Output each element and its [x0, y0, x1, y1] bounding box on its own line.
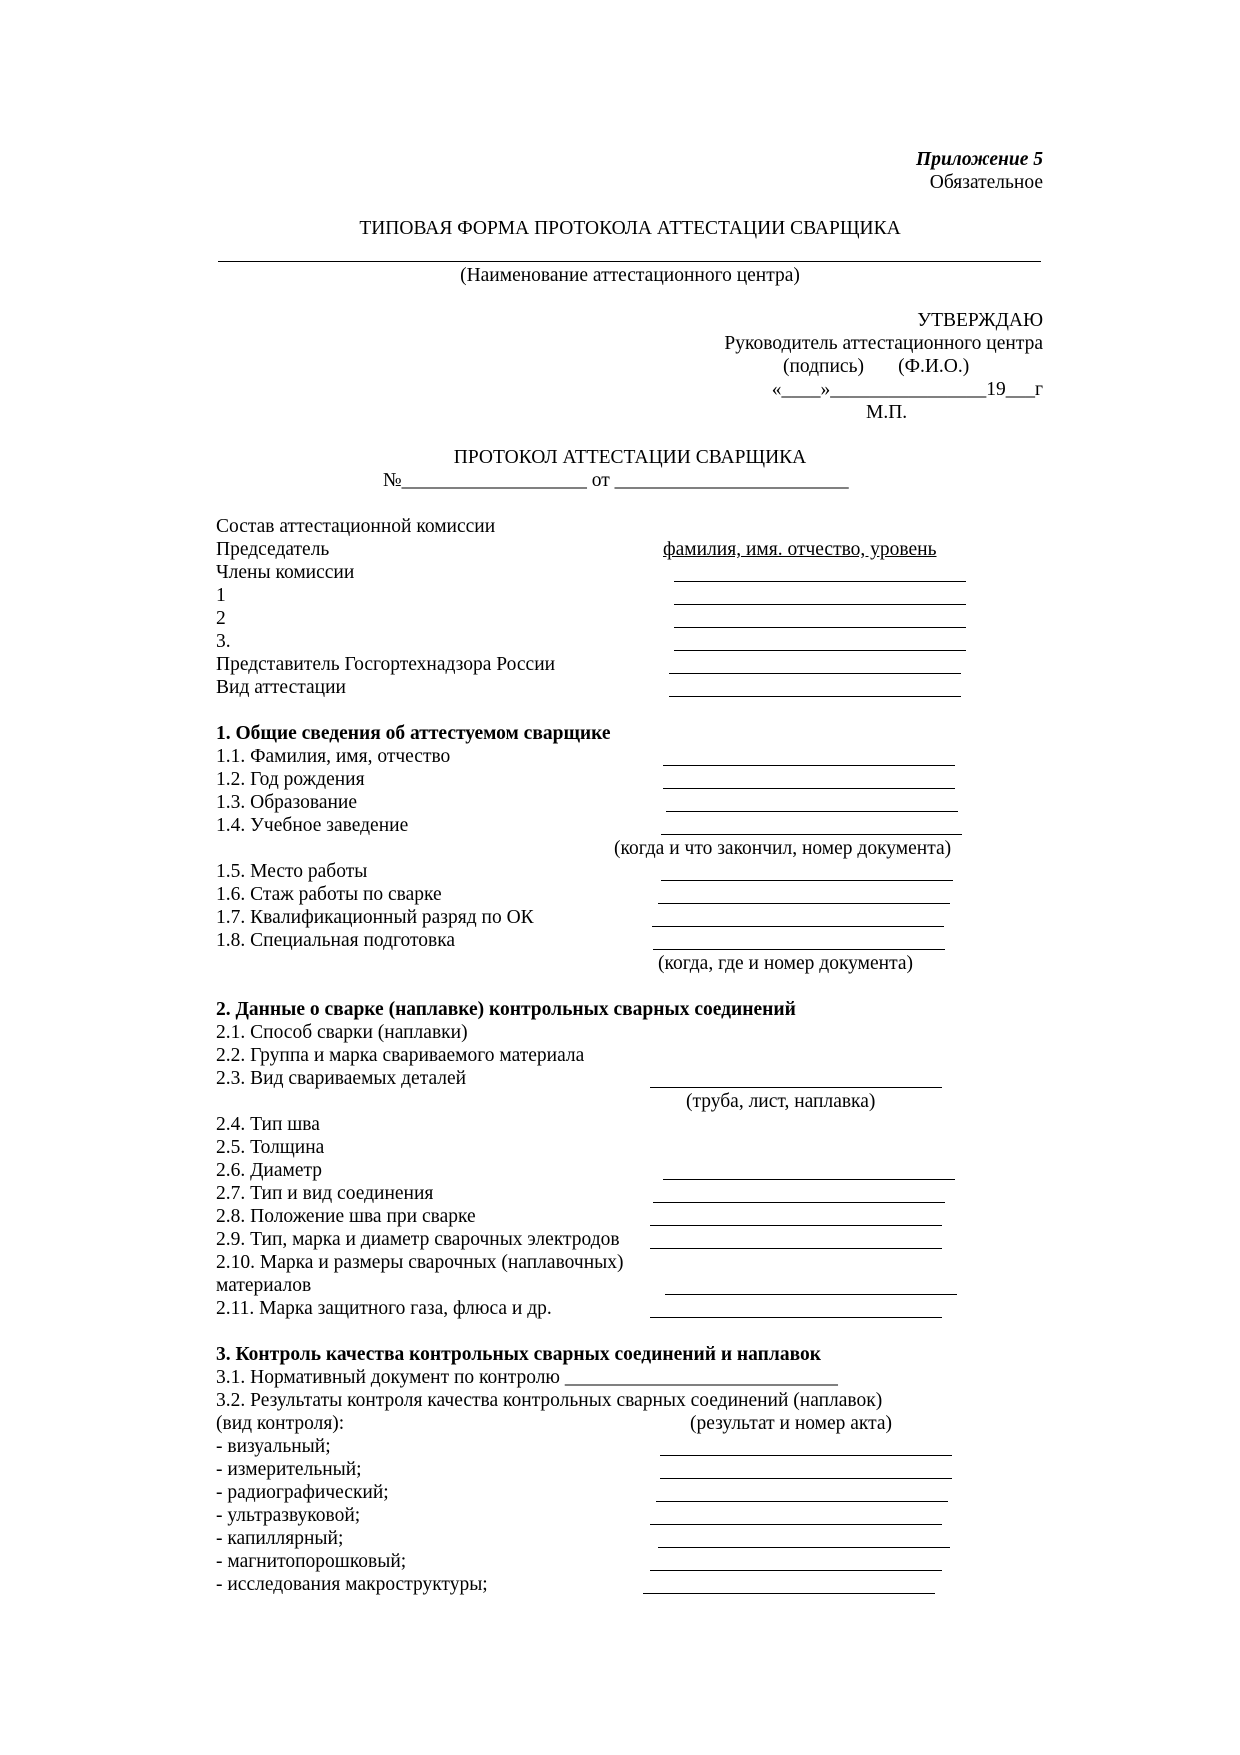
item-2-10: 2.10. Марка и размеры сварочных (наплавочных)	[216, 1252, 624, 1273]
item-1-4: 1.4. Учебное заведение	[216, 815, 409, 836]
item-1-1-line	[663, 765, 955, 766]
signature-caption: (подпись) (Ф.И.О.)	[783, 356, 970, 377]
chairman-caption: фамилия, имя. отчество, уровень	[663, 539, 937, 560]
center-name-line	[218, 261, 1041, 262]
item-1-6: 1.6. Стаж работы по сварке	[216, 884, 442, 905]
item-2-11: 2.11. Марка защитного газа, флюса и др.	[216, 1298, 552, 1319]
item-2-9: 2.9. Тип, марка и диаметр сварочных электродов	[216, 1229, 620, 1250]
item-1-5-line	[661, 880, 953, 881]
attestation-type-label: Вид аттестации	[216, 677, 346, 698]
mandatory-label: Обязательное	[929, 172, 1043, 193]
item-2-5: 2.5. Толщина	[216, 1137, 325, 1158]
item-2-2: 2.2. Группа и марка свариваемого материала	[216, 1045, 585, 1066]
member-2-line	[674, 627, 966, 628]
protocol-title: ПРОТОКОЛ АТТЕСТАЦИИ СВАРЩИКА	[453, 447, 807, 468]
approval-date-line: «____»________________19___г	[771, 379, 1043, 400]
item-1-5: 1.5. Место работы	[216, 861, 368, 882]
item-1-3: 1.3. Образование	[216, 792, 358, 813]
item-1-2-line	[663, 788, 955, 789]
control-type-caption: (вид контроля):	[216, 1413, 345, 1434]
member-1-line	[674, 604, 966, 605]
item-1-3-line	[666, 811, 958, 812]
section2-title: 2. Данные о сварке (наплавке) контрольных сварных соединений	[216, 999, 796, 1020]
form-title: ТИПОВАЯ ФОРМА ПРОТОКОЛА АТТЕСТАЦИИ СВАРЩИКА	[359, 218, 901, 239]
item-1-7: 1.7. Квалификационный разряд по ОК	[216, 907, 534, 928]
members-line	[674, 581, 966, 582]
item-3-2: 3.2. Результаты контроля качества контрольных сварных соединений (наплавок)	[216, 1390, 883, 1411]
members-label: Члены комиссии	[216, 562, 355, 583]
item-2-7-line	[653, 1202, 945, 1203]
method-measuring: - измерительный;	[216, 1459, 362, 1480]
member-3-label: 3.	[216, 631, 231, 652]
protocol-number-line: №___________________ от ________________________	[383, 470, 849, 491]
item-2-11-line	[650, 1317, 942, 1318]
method-measuring-line	[660, 1478, 952, 1479]
center-name-caption: (Наименование аттестационного центра)	[460, 265, 800, 286]
item-2-10-cont: материалов	[216, 1275, 312, 1296]
item-2-8-line	[650, 1225, 942, 1226]
item-1-4-line	[661, 834, 962, 835]
method-macrostructure: - исследования макроструктуры;	[216, 1574, 488, 1595]
chairman-label: Председатель	[216, 539, 330, 560]
item-2-3: 2.3. Вид свариваемых деталей	[216, 1068, 467, 1089]
approve-label: УТВЕРЖДАЮ	[917, 310, 1043, 331]
item-2-4: 2.4. Тип шва	[216, 1114, 320, 1135]
item-2-7: 2.7. Тип и вид соединения	[216, 1183, 434, 1204]
item-2-9-line	[650, 1248, 942, 1249]
method-magnetic: - магнитопорошковый;	[216, 1551, 407, 1572]
method-macrostructure-line	[643, 1593, 935, 1594]
member-2-label: 2	[216, 608, 226, 629]
gosgortechnadzor-line	[669, 673, 961, 674]
training-caption: (когда, где и номер документа)	[658, 953, 914, 974]
item-2-3-line	[650, 1087, 942, 1088]
method-magnetic-line	[650, 1570, 942, 1571]
method-radiographic-line	[656, 1501, 948, 1502]
item-1-1: 1.1. Фамилия, имя, отчество	[216, 746, 451, 767]
item-1-6-line	[658, 903, 950, 904]
item-1-8-line	[653, 949, 945, 950]
item-3-1: 3.1. Нормативный документ по контролю ____________________________	[216, 1367, 838, 1388]
school-caption: (когда и что закончил, номер документа)	[614, 838, 952, 859]
method-capillary-line	[658, 1547, 950, 1548]
method-radiographic: - радиографический;	[216, 1482, 389, 1503]
method-capillary: - капиллярный;	[216, 1528, 344, 1549]
head-title: Руководитель аттестационного центра	[724, 333, 1043, 354]
commission-heading: Состав аттестационной комиссии	[216, 516, 496, 537]
item-2-6: 2.6. Диаметр	[216, 1160, 323, 1181]
item-1-7-line	[652, 926, 944, 927]
attestation-type-line	[669, 696, 961, 697]
method-ultrasonic: - ультразвуковой;	[216, 1505, 361, 1526]
section3-title: 3. Контроль качества контрольных сварных соединений и наплавок	[216, 1344, 821, 1365]
member-3-line	[674, 650, 966, 651]
gosgortechnadzor-label: Представитель Госгортехнадзора России	[216, 654, 556, 675]
method-visual: - визуальный;	[216, 1436, 331, 1457]
item-1-2: 1.2. Год рождения	[216, 769, 365, 790]
item-2-10-line	[665, 1294, 957, 1295]
method-visual-line	[660, 1455, 952, 1456]
result-caption: (результат и номер акта)	[690, 1413, 893, 1434]
item-2-8: 2.8. Положение шва при сварке	[216, 1206, 476, 1227]
stamp-label: М.П.	[866, 402, 908, 423]
item-2-6-line	[663, 1179, 955, 1180]
parts-caption: (труба, лист, наплавка)	[686, 1091, 876, 1112]
appendix-label: Приложение 5	[916, 149, 1043, 170]
member-1-label: 1	[216, 585, 226, 606]
item-2-1: 2.1. Способ сварки (наплавки)	[216, 1022, 468, 1043]
section1-title: 1. Общие сведения об аттестуемом сварщике	[216, 723, 611, 744]
item-1-8: 1.8. Специальная подготовка	[216, 930, 456, 951]
method-ultrasonic-line	[650, 1524, 942, 1525]
